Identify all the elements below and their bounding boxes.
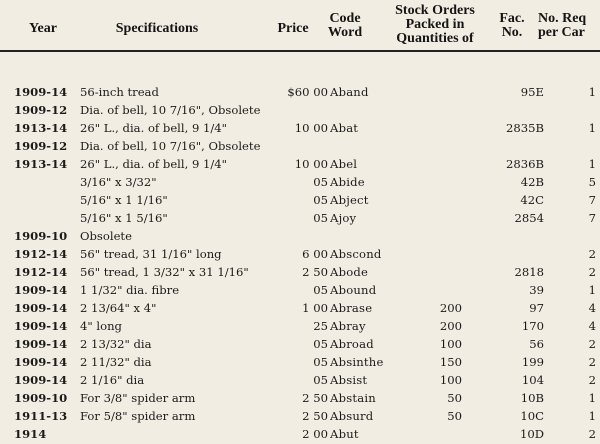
- table-row: [0, 172, 600, 192]
- cell-code: Abroad: [330, 337, 374, 351]
- cell-spec: Dia. of bell, 10 7/16", Obsolete: [80, 103, 261, 117]
- cell-year: 1913-14: [14, 157, 68, 171]
- cell-fac: 10D: [519, 427, 544, 441]
- cell-code: Abstain: [330, 391, 376, 405]
- header-no-req: No. Req per Car: [538, 11, 587, 40]
- cell-spec: 2 1/16" dia: [80, 373, 145, 387]
- cell-fac: 104: [521, 373, 544, 387]
- cell-year: 1909-14: [14, 319, 68, 333]
- cell-qty: 200: [439, 319, 462, 333]
- cell-fac: 39: [529, 283, 544, 297]
- cell-code: Aband: [330, 85, 369, 99]
- header-stock-orders: Stock Orders Packed in Quantities of: [395, 3, 475, 46]
- cell-fac: 10C: [520, 409, 544, 423]
- table-row: [0, 208, 600, 228]
- cell-code: Absist: [330, 373, 368, 387]
- cell-spec: 4" long: [80, 319, 122, 333]
- cell-code: Abide: [330, 175, 365, 189]
- cell-year: 1909-10: [14, 391, 68, 405]
- cell-spec: 56" tread, 31 1/16" long: [80, 247, 222, 261]
- cell-year: 1909-14: [14, 283, 68, 297]
- header-code-word: Code Word: [327, 11, 363, 40]
- table-row: [0, 136, 600, 156]
- cell-price: 2 50: [302, 409, 328, 423]
- cell-year: 1909-12: [14, 103, 68, 117]
- cell-qty: 100: [439, 373, 462, 387]
- cell-code: Abode: [330, 265, 369, 279]
- cell-code: Absurd: [330, 409, 374, 423]
- cell-year: 1909-14: [14, 337, 68, 351]
- cell-price: 05: [313, 337, 328, 351]
- cell-price: $60 00: [287, 85, 328, 99]
- cell-fac: 97: [529, 301, 544, 315]
- cell-noreq: 2: [588, 265, 596, 279]
- cell-noreq: 5: [588, 175, 596, 189]
- cell-fac: 170: [521, 319, 544, 333]
- cell-noreq: 2: [588, 373, 596, 387]
- cell-spec: Dia. of bell, 10 7/16", Obsolete: [80, 139, 261, 153]
- cell-noreq: 1: [588, 157, 596, 171]
- cell-price: 05: [313, 193, 328, 207]
- cell-price: 2 50: [302, 391, 328, 405]
- cell-year: 1909-12: [14, 139, 68, 153]
- cell-spec: 26" L., dia. of bell, 9 1/4": [80, 121, 228, 135]
- cell-year: 1909-10: [14, 229, 68, 243]
- cell-year: 1912-14: [14, 247, 68, 261]
- table-row: [0, 82, 600, 102]
- cell-noreq: 2: [588, 247, 596, 261]
- cell-code: Absinthe: [330, 355, 384, 369]
- cell-year: 1911-13: [14, 409, 68, 423]
- cell-noreq: 4: [588, 301, 596, 315]
- cell-spec: 5/16" x 1 5/16": [80, 211, 168, 225]
- cell-price: 1 00: [302, 301, 328, 315]
- table-row: [0, 244, 600, 264]
- table-row: [0, 388, 600, 408]
- cell-spec: 2 11/32" dia: [80, 355, 152, 369]
- header-price: Price: [277, 21, 309, 36]
- cell-fac: 42C: [520, 193, 544, 207]
- cell-spec: 2 13/32" dia: [80, 337, 152, 351]
- cell-year: 1914: [14, 427, 47, 441]
- cell-spec: 56-inch tread: [80, 85, 159, 99]
- cell-fac: 56: [529, 337, 544, 351]
- cell-fac: 95E: [520, 85, 544, 99]
- cell-price: 2 50: [302, 265, 328, 279]
- cell-code: Abat: [330, 121, 359, 135]
- table-row: [0, 352, 600, 372]
- table-row: [0, 226, 600, 246]
- cell-code: Abel: [330, 157, 358, 171]
- header-year: Year: [29, 21, 57, 36]
- cell-code: Abut: [330, 427, 359, 441]
- cell-fac: 10B: [520, 391, 544, 405]
- cell-spec: 56" tread, 1 3/32" x 31 1/16": [80, 265, 249, 279]
- cell-noreq: 7: [588, 193, 596, 207]
- cell-code: Abound: [330, 283, 377, 297]
- table-row: [0, 424, 600, 444]
- cell-qty: 150: [439, 355, 462, 369]
- cell-price: 05: [313, 283, 328, 297]
- cell-spec: 5/16" x 1 1/16": [80, 193, 168, 207]
- cell-price: 10 00: [294, 121, 328, 135]
- cell-noreq: 2: [588, 427, 596, 441]
- cell-year: 1913-14: [14, 121, 68, 135]
- cell-fac: 2835B: [505, 121, 544, 135]
- table-row: [0, 262, 600, 282]
- cell-spec: 3/16" x 3/32": [80, 175, 157, 189]
- cell-year: 1909-14: [14, 373, 68, 387]
- cell-price: 2 00: [302, 427, 328, 441]
- cell-noreq: 1: [588, 85, 596, 99]
- cell-qty: 200: [439, 301, 462, 315]
- cell-spec: 1 1/32" dia. fibre: [80, 283, 180, 297]
- cell-fac: 199: [521, 355, 544, 369]
- cell-code: Abrase: [330, 301, 373, 315]
- table-row: [0, 154, 600, 174]
- cell-price: 05: [313, 211, 328, 225]
- cell-price: 05: [313, 175, 328, 189]
- cell-qty: 50: [447, 409, 462, 423]
- cell-noreq: 4: [588, 319, 596, 333]
- cell-price: 6 00: [302, 247, 328, 261]
- cell-price: 25: [313, 319, 328, 333]
- table-row: [0, 406, 600, 426]
- cell-price: 05: [313, 355, 328, 369]
- table-row: [0, 280, 600, 300]
- cell-noreq: 1: [588, 391, 596, 405]
- cell-spec: Obsolete: [80, 229, 132, 243]
- table-row: [0, 334, 600, 354]
- cell-noreq: 1: [588, 409, 596, 423]
- cell-spec: 26" L., dia. of bell, 9 1/4": [80, 157, 228, 171]
- cell-fac: 2818: [514, 265, 544, 279]
- cell-noreq: 7: [588, 211, 596, 225]
- header-specifications: Specifications: [115, 21, 199, 36]
- table-row: [0, 316, 600, 336]
- cell-noreq: 2: [588, 355, 596, 369]
- cell-year: 1909-14: [14, 355, 68, 369]
- table-row: [0, 100, 600, 120]
- cell-spec: For 5/8" spider arm: [80, 409, 196, 423]
- cell-fac: 2836B: [505, 157, 544, 171]
- cell-qty: 50: [447, 391, 462, 405]
- cell-spec: For 3/8" spider arm: [80, 391, 196, 405]
- cell-price: 10 00: [294, 157, 328, 171]
- cell-code: Abray: [330, 319, 366, 333]
- cell-year: 1912-14: [14, 265, 68, 279]
- cell-year: 1909-14: [14, 301, 68, 315]
- cell-code: Abscond: [330, 247, 382, 261]
- header-fac-no: Fac. No.: [499, 11, 525, 40]
- cell-qty: 100: [439, 337, 462, 351]
- cell-fac: 2854: [514, 211, 544, 225]
- cell-code: Abject: [330, 193, 369, 207]
- cell-price: 05: [313, 373, 328, 387]
- table-row: [0, 298, 600, 318]
- cell-noreq: 1: [588, 283, 596, 297]
- table-row: [0, 190, 600, 210]
- cell-noreq: 2: [588, 337, 596, 351]
- cell-fac: 42B: [520, 175, 544, 189]
- table-row: [0, 370, 600, 390]
- cell-code: Ajoy: [330, 211, 357, 225]
- cell-year: 1909-14: [14, 85, 68, 99]
- cell-spec: 2 13/64" x 4": [80, 301, 157, 315]
- table-header: [0, 0, 600, 52]
- cell-noreq: 1: [588, 121, 596, 135]
- table-row: [0, 118, 600, 138]
